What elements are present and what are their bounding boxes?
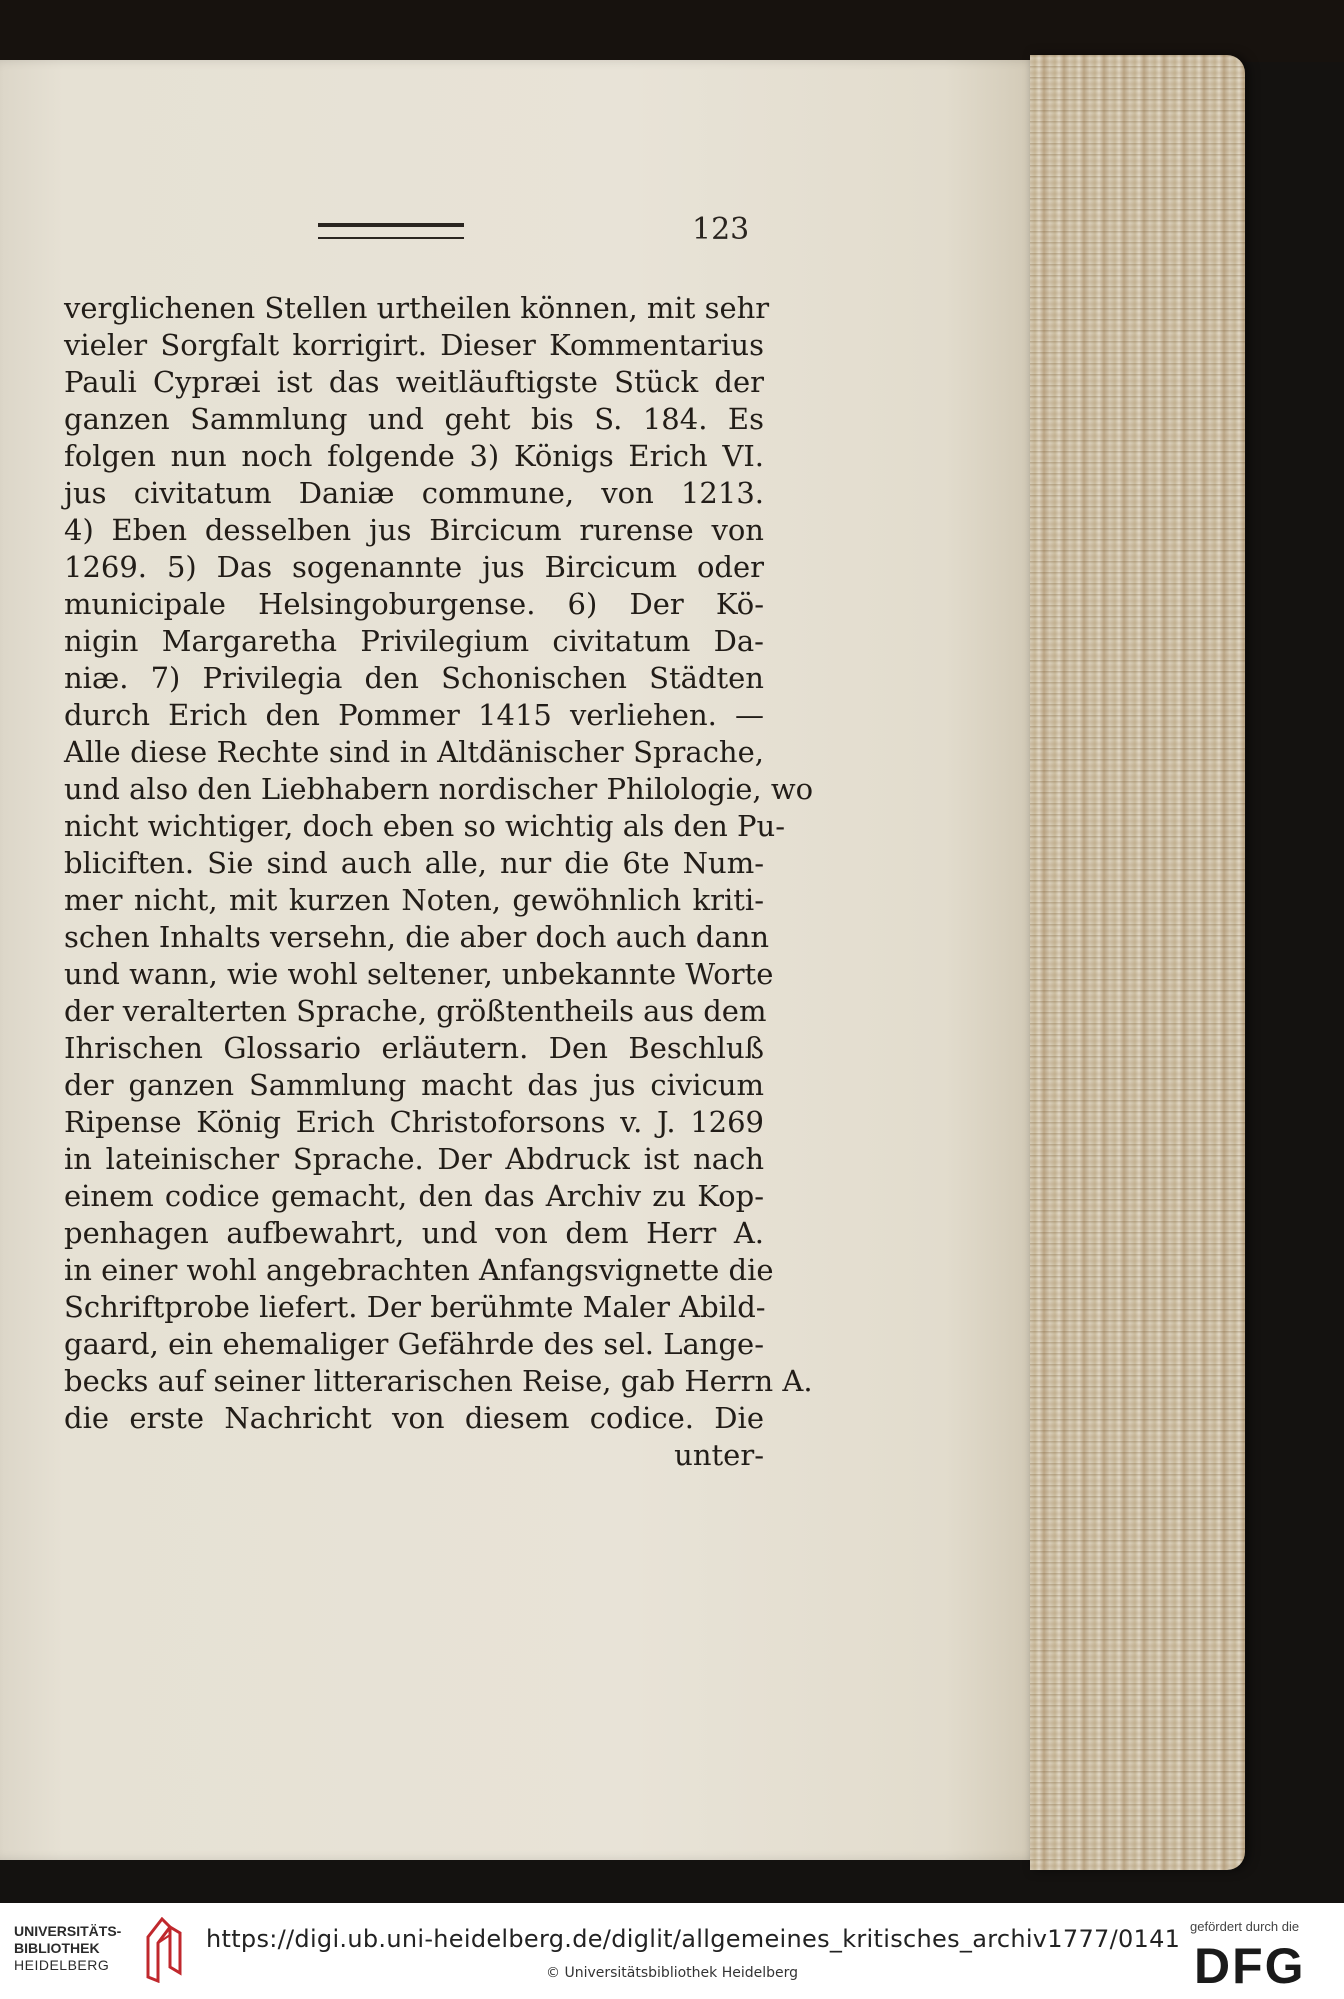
- catchword: unter-: [674, 1438, 764, 1472]
- text-line: nigin Margaretha Privilegium civitatum Da-: [64, 624, 764, 658]
- scan-background: [0, 0, 1344, 62]
- page-text: [64, 290, 814, 1474]
- header-ornament-rule: [318, 223, 464, 239]
- text-line: 4) Eben desselben jus Bircicum rurense von: [64, 513, 764, 547]
- text-line: schen Inhalts versehn, die aber doch auch dann: [64, 920, 770, 954]
- text-line: Pauli Cypræi ist das weitläuftigste Stück der: [64, 365, 764, 399]
- text-line: nicht wichtiger, doch eben so wichtig als den Pu-: [64, 809, 786, 843]
- text-line: in einer wohl angebrachten Anfangsvignette die: [64, 1253, 774, 1287]
- text-line: ganzen Sammlung und geht bis S. 184. Es: [64, 402, 764, 436]
- institution-line-1: UNIVERSITÄTS-: [14, 1923, 122, 1939]
- text-line: gaard, ein ehemaliger Gefährde des sel. Lange-: [64, 1327, 764, 1361]
- text-line: bliciften. Sie sind auch alle, nur die 6te Num-: [64, 846, 764, 880]
- text-line: vieler Sorgfalt korrigirt. Dieser Kommentarius: [64, 328, 764, 362]
- institution-line-2: BIBLIOTHEK: [14, 1940, 100, 1956]
- text-line: mer nicht, mit kurzen Noten, gewöhnlich kriti-: [64, 883, 764, 917]
- text-line: durch Erich den Pommer 1415 verliehen. —: [64, 698, 764, 732]
- text-line: und wann, wie wohl seltener, unbekannte Worte: [64, 957, 774, 991]
- text-line: 1269. 5) Das sogenannte jus Bircicum oder: [64, 550, 764, 584]
- text-line: Ihrischen Glossario erläutern. Den Beschluß: [64, 1031, 764, 1065]
- institution-line-3: HEIDELBERG: [14, 1957, 110, 1973]
- viewer-footer: [0, 1903, 1344, 1999]
- text-line: jus civitatum Daniæ commune, von 1213.: [64, 476, 764, 510]
- text-line: in lateinischer Sprache. Der Abdruck ist nach: [64, 1142, 764, 1176]
- text-line: einem codice gemacht, den das Archiv zu Kop-: [64, 1179, 764, 1213]
- text-line: verglichenen Stellen urtheilen können, mit sehr: [64, 291, 770, 325]
- copyright-notice: © Universitätsbibliothek Heidelberg: [546, 1965, 799, 1981]
- text-line: der ganzen Sammlung macht das jus civicum: [64, 1068, 764, 1102]
- text-line: penhagen aufbewahrt, und von dem Herr A.: [64, 1216, 764, 1250]
- text-line: municipale Helsingoburgense. 6) Der Kö-: [64, 587, 764, 621]
- text-line: niæ. 7) Privilegia den Schonischen Städten: [64, 661, 764, 695]
- university-library-logo-icon[interactable]: [140, 1917, 184, 1983]
- dfg-logo[interactable]: DFG: [1194, 1938, 1306, 1994]
- text-line: Schriftprobe liefert. Der berühmte Maler Abild-: [64, 1290, 766, 1324]
- text-line: folgen nun noch folgende 3) Königs Erich VI.: [64, 439, 764, 473]
- text-line: Alle diese Rechte sind in Altdänischer Sprache,: [64, 735, 764, 769]
- page-number: 123: [692, 212, 750, 247]
- text-line: becks auf seiner litterarischen Reise, gab Herrn A.: [64, 1364, 813, 1398]
- text-line: Ripense König Erich Christoforsons v. J. 1269: [64, 1105, 764, 1139]
- funder-label: gefördert durch die: [1190, 1919, 1300, 1934]
- text-line: und also den Liebhabern nordischer Philologie, wo: [64, 772, 814, 806]
- book-fore-edge: [1030, 55, 1245, 1870]
- university-library-logo-text[interactable]: [14, 1923, 121, 1974]
- permalink-url[interactable]: https://digi.ub.uni-heidelberg.de/diglit/allgemeines_kritisches_archiv1777/0141: [206, 1925, 1181, 1953]
- text-line: der veralterten Sprache, größtentheils aus dem: [64, 994, 767, 1028]
- text-line: die erste Nachricht von diesem codice. Die: [64, 1401, 764, 1435]
